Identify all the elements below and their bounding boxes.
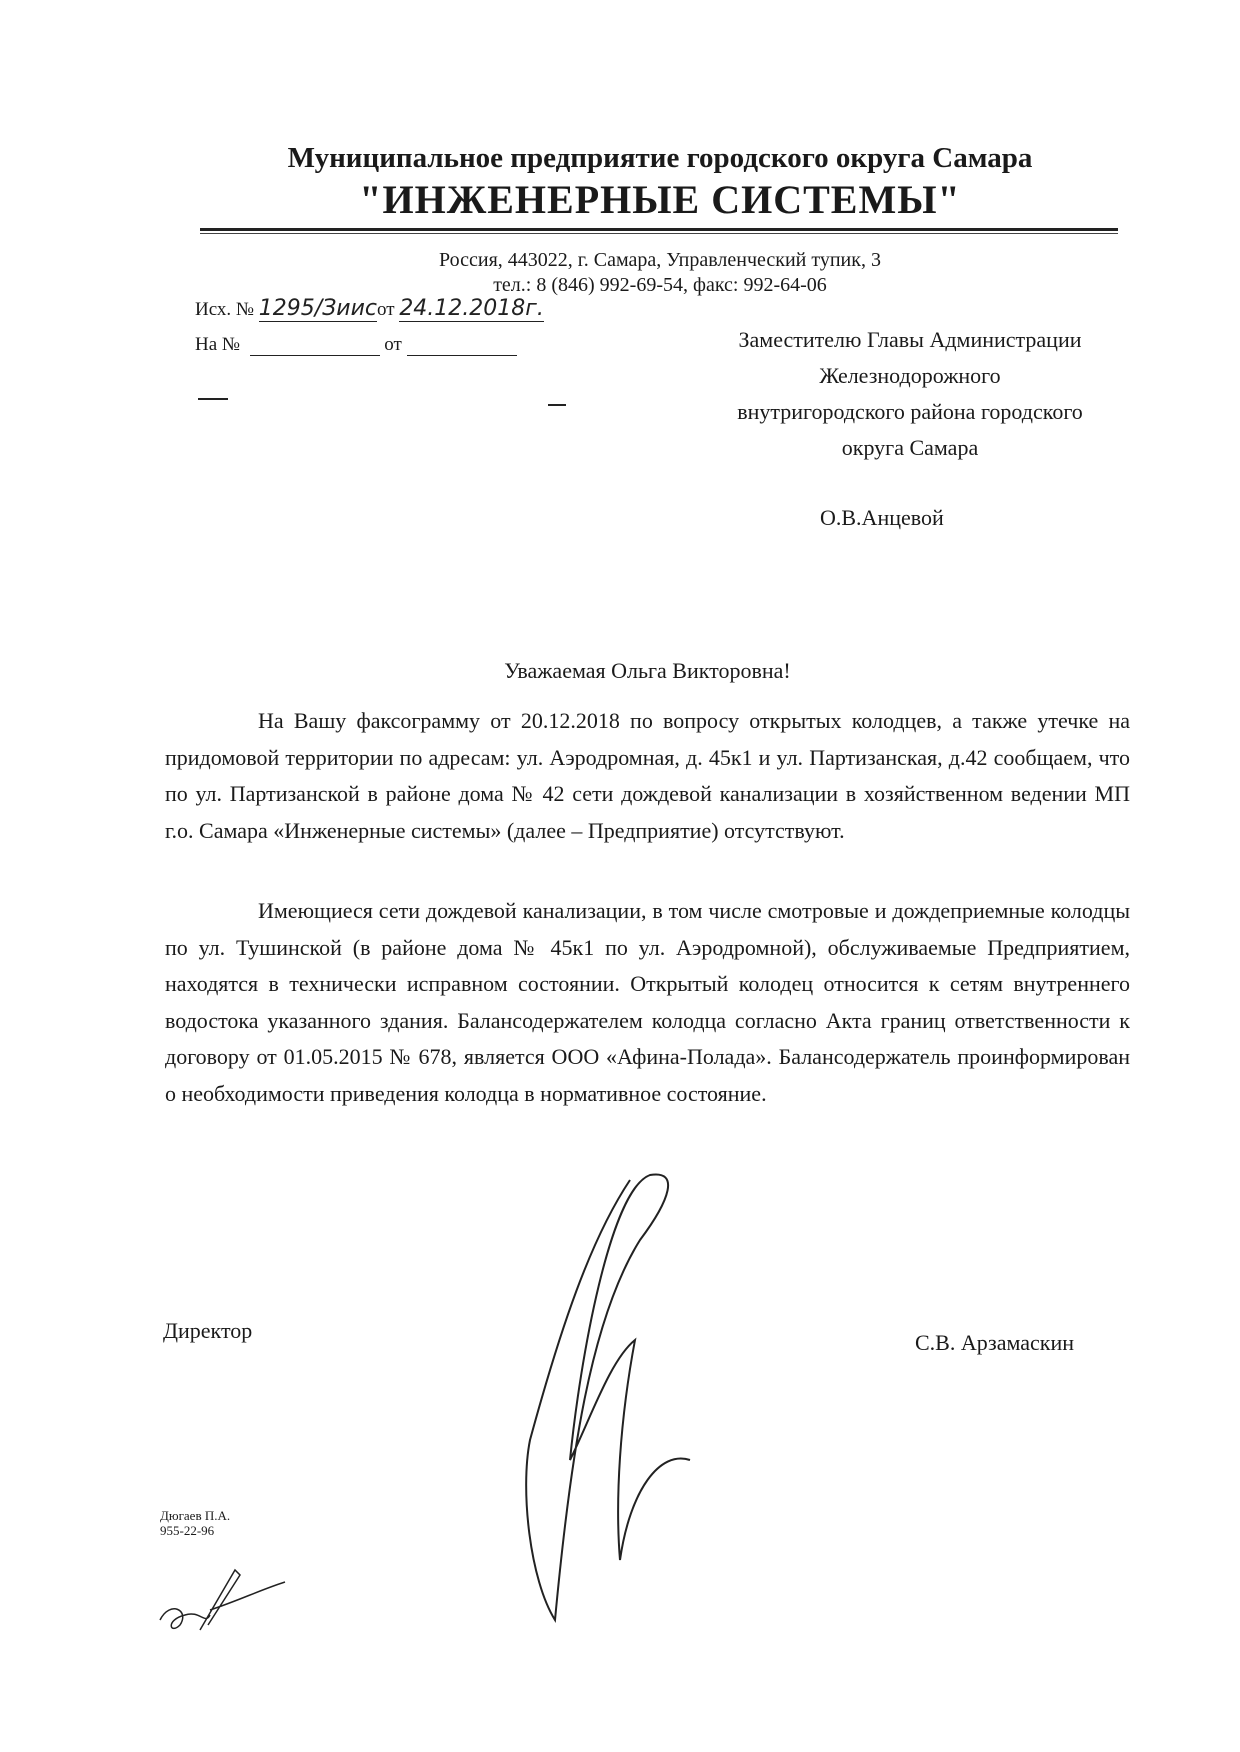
outgoing-label: Исх. № [195,299,255,320]
body-paragraph: На Вашу факсограмму от 20.12.2018 по вопросу открытых колодцев, а также утечке на придомовой территории по адресам: ул. Аэродромная, д. 45к1 и ул. Партизанская, д.42 сообщаем, что по ул. Партизанской в районе дома № 42 сети дождевой канализации в хозяйственном ведении МП г.о. Самара «Инженерные системы» (далее – Предприятие) отсутствуют. [165,708,1130,843]
body-paragraph: Имеющиеся сети дождевой канализации, в том числе смотровые и дождеприемные колодцы по ул. Тушинской (в районе дома № 45к1 по ул. Аэродромной), обслуживаемые Предприятием, находятся в технически исправном состоянии. Открытый колодец относится к сетям внутреннего водостока указанного здания. Балансодержателем колодца согласно Акта границ ответственности к договору от 01.05.2015 № 678, является ООО «Афина-Полада». Балансодержатель проинформирован о необходимости приведения колодца в нормативное состояние. [165,898,1130,1106]
signer-name: С.В. Арзамаскин [915,1330,1074,1355]
organization-name: "ИНЖЕНЕРНЫЕ СИСТЕМЫ" [359,177,961,222]
signer-role: Директор [163,1318,253,1343]
signature-image [500,1160,720,1630]
recipient-line: внутригородского района городского [737,399,1083,424]
executor-signature [150,1560,290,1640]
corner-mark-right [548,404,566,406]
incoming-date-blank [407,337,517,356]
incoming-from-label: от [384,334,402,355]
recipient-name: О.В.Анцевой [820,505,944,530]
executor-phone: 955-22-96 [160,1523,215,1538]
address-block [300,248,1020,298]
from-label: от [377,299,395,320]
header-rule [200,228,1118,231]
recipient-line: округа Самара [841,435,979,460]
organization-title: Муниципальное предприятие городского округа Самара [287,142,1033,174]
recipient-block [680,322,1140,466]
executor-name: Дюгаев П.А. [160,1508,231,1523]
outgoing-number: 1295/Зиис [258,296,377,321]
address: Россия, 443022, г. Самара, Управленческий тупик, 3 [439,249,881,271]
header-rule-thin [200,233,1118,234]
recipient-line: Заместителю Главы Администрации [738,327,1082,352]
outgoing-reference [195,296,544,321]
incoming-reference [195,334,517,356]
corner-mark-left [198,398,228,400]
executor-block [160,1508,230,1538]
greeting: Уважаемая Ольга Викторовна! [504,658,791,683]
outgoing-date: 24.12.2018г. [399,296,544,321]
incoming-number-blank [250,337,380,356]
incoming-label: На № [195,334,241,355]
recipient-line: Железнодорожного [819,363,1001,388]
phones: тел.: 8 (846) 992-69-54, факс: 992-64-06 [493,274,827,296]
